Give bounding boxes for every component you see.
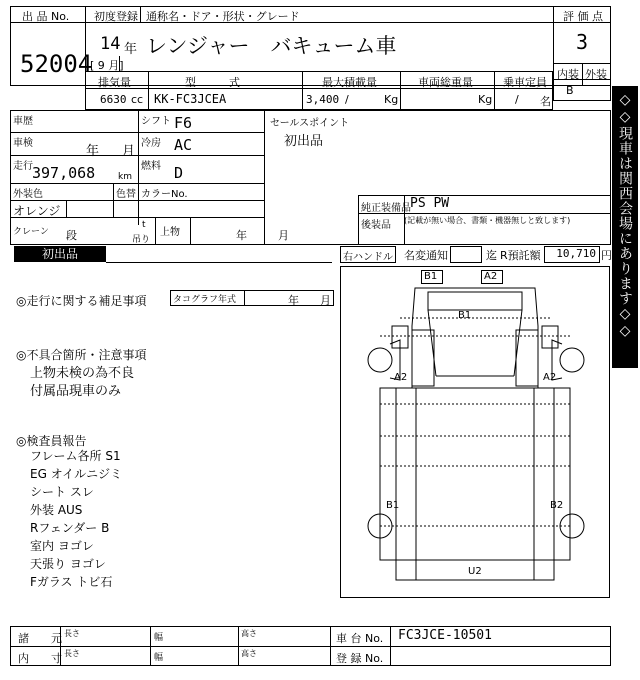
gross-weight-kg: Kg xyxy=(478,93,493,106)
damage-mark-u2-bottom: U2 xyxy=(468,566,482,577)
inspector-item: シート スレ xyxy=(30,485,94,499)
defect-item: 上物未検の為不良 xyxy=(30,366,135,381)
first-listing-badge: 初出品 xyxy=(14,246,106,262)
name-change-label: 名変通知 xyxy=(404,249,448,262)
venue-banner-text: ◇◇現車は関西会場にあります◇◇ xyxy=(617,92,633,340)
capacity-unit: 名 xyxy=(540,95,551,108)
lot-number: 52004 xyxy=(20,50,93,78)
tachograph-year-unit: 年 xyxy=(288,294,299,307)
aftermarket-note: (記載が無い場合、書類・機器無しと致します) xyxy=(404,216,571,225)
steering-value: 右ハンドル xyxy=(343,252,393,263)
recycle-label: R預託額 xyxy=(500,249,541,262)
fuel-label: 燃料 xyxy=(141,161,161,172)
body-month-unit: 月 xyxy=(278,229,289,242)
inspector-item: 室内 ヨゴレ xyxy=(30,539,94,553)
crane-ton-unit: t xyxy=(142,220,146,230)
inspector-item: 天張り ヨゴレ xyxy=(30,557,106,571)
registration-number-label: 登 録 No. xyxy=(336,652,384,665)
inspector-item: フレーム各所 S1 xyxy=(30,449,121,463)
truck-diagram xyxy=(340,266,610,598)
overall-grade: 3 xyxy=(575,30,589,54)
height-label: 高さ xyxy=(241,629,257,638)
interior-length-label: 長さ xyxy=(64,649,80,658)
registration-year: 14 xyxy=(100,34,121,54)
aftermarket-label: 後装品 xyxy=(361,220,391,231)
shift-label: シフト xyxy=(141,116,171,127)
sales-point-label: セールスポイント xyxy=(270,118,350,129)
dimensions-label: 諸 元 xyxy=(18,632,62,645)
interior-grade-label: 内装 xyxy=(557,68,579,81)
damage-mark-a2-left: A2 xyxy=(394,372,408,383)
vehicle-name: レンジャー バキューム車 xyxy=(146,34,397,58)
max-load-kg: Kg xyxy=(384,93,399,106)
genuine-equipment-label: 純正装備品 xyxy=(361,203,411,214)
capacity-slash: / xyxy=(515,93,519,106)
interior-dimensions-label: 内 寸 xyxy=(18,652,62,665)
inspector-item: EG オイルニジミ xyxy=(30,467,123,481)
chassis-number: FC3JCE-10501 xyxy=(398,628,492,643)
body-label: 上物 xyxy=(160,227,180,238)
width-label: 幅 xyxy=(154,633,164,643)
max-load-slash: / xyxy=(345,93,349,106)
shift-value: F6 xyxy=(174,114,193,132)
history-label: 車歴 xyxy=(13,116,33,127)
interior-grade: B xyxy=(566,84,574,97)
registration-year-unit: 年 xyxy=(124,42,138,57)
damage-mark-b1-left: B1 xyxy=(386,500,400,511)
inspector-report-title: ◎検査員報告 xyxy=(16,434,87,448)
damage-mark-a2-top: A2 xyxy=(484,271,498,282)
defects-title: ◎不具合箇所・注意事項 xyxy=(16,348,147,362)
ac-value: AC xyxy=(174,136,193,154)
color-change-label: 色替 xyxy=(116,189,136,200)
interior-height-label: 高さ xyxy=(241,649,257,658)
displacement-value: 6630 xyxy=(100,93,127,106)
crane-stage-unit: 段 xyxy=(66,229,77,242)
ac-label: 冷房 xyxy=(141,138,161,149)
chassis-label: 車 台 No. xyxy=(336,632,384,645)
crane-label: クレーン xyxy=(13,227,49,237)
damage-mark-b2-right: B2 xyxy=(550,500,564,511)
inspection-month-unit: 月 xyxy=(122,144,136,159)
grade-label: 評 価 点 xyxy=(563,10,603,23)
venue-banner xyxy=(612,86,638,368)
model-code: KK-FC3JCEA xyxy=(154,92,227,106)
max-load-label: 最大積載量 xyxy=(322,76,377,89)
tachograph-label: タコグラフ年式 xyxy=(173,295,237,305)
model-type-label: 型 式 xyxy=(185,76,240,89)
mileage-value: 397,068 xyxy=(32,164,96,182)
capacity-label: 乗車定員 xyxy=(503,76,547,89)
color-value: オレンジ xyxy=(13,204,61,218)
name-change-box xyxy=(450,246,482,263)
body-year-unit: 年 xyxy=(236,229,247,242)
damage-mark-b1-top: B1 xyxy=(424,271,438,282)
inspection-label: 車検 xyxy=(13,138,33,149)
lot-label: 出 品 No. xyxy=(22,10,70,23)
damage-mark-a2-right: A2 xyxy=(543,372,557,383)
inspector-item: Rフェンダー B xyxy=(30,521,110,535)
color-number-label: カラーNo. xyxy=(141,189,188,200)
displacement-label: 排気量 xyxy=(98,76,131,89)
gross-weight-label: 車両総重量 xyxy=(418,76,473,89)
crane-lift-unit: 吊り xyxy=(132,235,151,245)
driving-notes-title: ◎走行に関する補足事項 xyxy=(16,294,147,308)
interior-width-label: 幅 xyxy=(154,653,164,663)
inspector-item: Fガラス トビ石 xyxy=(30,575,113,589)
displacement-unit: cc xyxy=(131,93,144,106)
yen-unit: 円 xyxy=(601,249,612,262)
first-registration-label: 初度登録 xyxy=(94,10,138,23)
mileage-unit: km xyxy=(118,172,132,182)
inspector-item: 外装 AUS xyxy=(30,503,83,517)
tachograph-month-unit: 月 xyxy=(320,294,331,307)
inspection-year-unit: 年 xyxy=(86,144,100,159)
recycle-value: 10,710 xyxy=(556,247,596,260)
genuine-equipment-value: PS PW xyxy=(410,196,450,211)
exterior-grade-label: 外装 xyxy=(585,68,607,81)
defect-item: 付属品現車のみ xyxy=(30,384,122,399)
model-grade-label: 通称名・ドア・形状・グレード xyxy=(146,10,300,23)
mileage-label: 走行 xyxy=(13,161,33,172)
max-load-value: 3,400 xyxy=(306,93,340,106)
sales-point-text: 初出品 xyxy=(284,134,324,149)
registration-month: [ 9 月] xyxy=(90,59,124,72)
damage-mark-b1-cab: B1 xyxy=(458,310,472,321)
fuel-value: D xyxy=(174,164,184,182)
color-label: 外装色 xyxy=(13,189,43,200)
until-label: 迄 xyxy=(486,249,497,262)
length-label: 長さ xyxy=(64,629,80,638)
